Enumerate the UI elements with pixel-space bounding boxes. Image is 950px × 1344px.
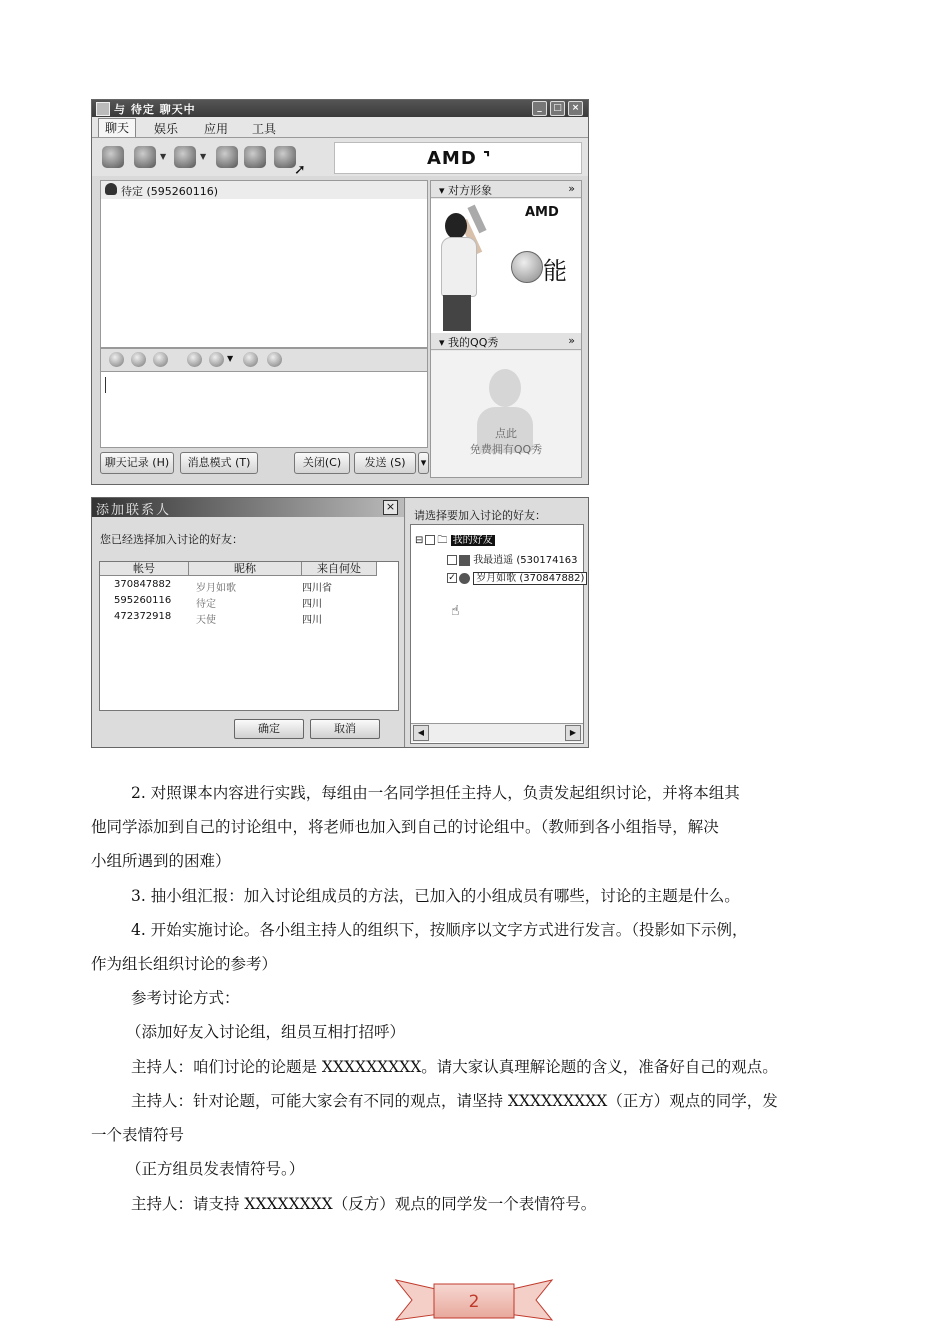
- host-line-1: 主持人：咱们讨论的论题是 XXXXXXXXX。请大家认真理解论题的含义，准备好自己的观点。: [131, 1058, 778, 1076]
- side-panel: [430, 180, 582, 478]
- paragraph-4-line-1: 4. 开始实施讨论。各小组主持人的组织下，按顺序以文字方式进行发言。（投影如下示例，: [131, 921, 748, 939]
- placeholder-head: [489, 369, 521, 407]
- scrawl-icon[interactable]: [267, 352, 282, 367]
- file-transfer-icon[interactable]: [174, 146, 196, 168]
- send-options-button[interactable]: ▾: [418, 452, 429, 474]
- friend-avatar-icon: [459, 573, 470, 584]
- avatar-panel-header[interactable]: [431, 181, 581, 198]
- qqshow-text-1: 点此: [495, 427, 517, 440]
- cancel-button[interactable]: 取消: [310, 719, 380, 739]
- tab-chat[interactable]: 聊天: [98, 118, 136, 137]
- tree-friend-node[interactable]: [447, 551, 578, 566]
- page-number: 2: [468, 1292, 480, 1312]
- host-line-3: 主持人：请支持 XXXXXXXX（反方）观点的同学发一个表情符号。: [131, 1195, 597, 1213]
- location-cell: 四川: [302, 599, 322, 610]
- ad-banner[interactable]: [334, 142, 582, 174]
- close-window-button[interactable]: ×: [568, 101, 583, 116]
- send-button[interactable]: 发送 (S): [354, 452, 416, 474]
- qq-chat-window: [91, 99, 589, 485]
- paragraph-2-line-1: 2. 对照课本内容进行实践，每组由一名同学担任主持人，负责发起组织讨论，并将本组其: [131, 784, 740, 802]
- screenshot-icon[interactable]: [187, 352, 202, 367]
- tab-tools[interactable]: 工具: [252, 122, 277, 136]
- menu-bar: [92, 117, 588, 138]
- picker-title: 请选择要加入讨论的好友：: [414, 509, 546, 522]
- message-input[interactable]: [100, 371, 428, 448]
- font-icon[interactable]: [109, 352, 124, 367]
- paragraph-2-line-3: 小组所遇到的困难）: [91, 852, 231, 870]
- host-line-2a: 主持人：针对论题，可能大家会有不同的观点，请坚持 XXXXXXXXX（正方）观点的同学，发: [131, 1092, 778, 1110]
- table-row[interactable]: [100, 593, 398, 609]
- image-icon[interactable]: [216, 146, 238, 168]
- note-1: （添加好友入讨论组，组员互相打招呼）: [126, 1023, 406, 1041]
- friend-avatar-icon: [459, 555, 470, 566]
- figure-body: [441, 237, 477, 297]
- window-title: 与 待定 聊天中: [114, 103, 196, 116]
- file-dropdown-icon[interactable]: ▼: [200, 152, 207, 161]
- penguin-icon: [102, 611, 112, 621]
- tab-entertainment[interactable]: 娱乐: [154, 122, 179, 136]
- scroll-right-button[interactable]: ▶: [565, 725, 581, 741]
- location-cell: 四川: [302, 615, 322, 626]
- column-account[interactable]: 帐号: [100, 562, 189, 576]
- paragraph-3: 3. 抽小组汇报：加入讨论组成员的方法，已加入的小组成员有哪些，讨论的主题是什么。: [131, 887, 740, 905]
- nickname-cell: 天使: [196, 615, 216, 626]
- tab-apps[interactable]: 应用: [204, 122, 229, 136]
- maximize-button[interactable]: □: [550, 101, 565, 116]
- avatar-brand: AMD: [525, 205, 559, 220]
- hand-cursor-icon: ☝: [451, 603, 460, 619]
- chat-button-row: [100, 452, 430, 476]
- avatar-caption: 能: [543, 257, 567, 285]
- expand-icon: »: [568, 334, 575, 347]
- video-icon[interactable]: [134, 146, 156, 168]
- paragraph-2-line-2: 他同学添加到自己的讨论组中，将老师也加入到自己的讨论组中。（教师到各小组指导，解决: [91, 818, 719, 836]
- contact-name: 待定 (595260116): [121, 185, 219, 198]
- penguin-icon: [102, 595, 112, 605]
- qqshow-text-2: 免费拥有QQ秀: [469, 443, 543, 456]
- picture-icon[interactable]: [209, 352, 224, 367]
- music-icon[interactable]: [243, 352, 258, 367]
- amd-arrow-icon: ⌝: [483, 148, 492, 167]
- voice-icon[interactable]: [102, 146, 124, 168]
- note-2: （正方组员发表情符号。）: [126, 1160, 305, 1178]
- account-cell: 370847882: [114, 579, 172, 590]
- avatar-header-label: ▾ 对方形象: [439, 184, 493, 197]
- magic-emoji-icon[interactable]: [153, 352, 168, 367]
- figure-head: [445, 213, 467, 239]
- tree-friend-node[interactable]: [447, 569, 587, 584]
- video-dropdown-icon[interactable]: ▼: [160, 152, 167, 161]
- folder-icon: 🗀: [437, 535, 448, 546]
- account-cell: 595260116: [114, 595, 172, 606]
- smiley-icon: [511, 251, 543, 283]
- ad-brand: AMD: [427, 148, 477, 169]
- folder-label: 我的好友: [452, 535, 493, 546]
- friend-avatar-image: [431, 199, 581, 333]
- qq-logo-icon: [96, 102, 110, 116]
- horizontal-scrollbar[interactable]: [411, 723, 583, 742]
- nickname-cell: 岁月如歌: [196, 583, 236, 594]
- penguin-icon: [102, 579, 112, 589]
- qqshow-area[interactable]: [431, 351, 581, 477]
- minimize-button[interactable]: _: [532, 101, 547, 116]
- title-bar: [92, 100, 588, 117]
- add-contact-window: [91, 497, 589, 748]
- text-caret: [105, 377, 106, 393]
- friend-checkbox[interactable]: [447, 555, 457, 565]
- message-mode-button[interactable]: 消息模式 (T): [180, 452, 258, 474]
- selected-friends-panel: [92, 498, 405, 747]
- invite-friend-icon[interactable]: [274, 146, 296, 168]
- contact-header: [100, 180, 428, 200]
- friend-tooltip: 岁月如歌 (370847882): [473, 572, 587, 585]
- reference-heading: 参考讨论方式：: [131, 989, 240, 1007]
- dialog-title-bar: [92, 498, 404, 517]
- friend-tree: [410, 524, 584, 744]
- selected-prompt: 您已经选择加入讨论的好友：: [100, 533, 243, 546]
- format-toolbar: [100, 348, 428, 372]
- picture-dropdown-icon[interactable]: ▼: [227, 354, 234, 363]
- close-button[interactable]: 关闭(C): [294, 452, 350, 474]
- friend-picker-panel: [406, 498, 588, 747]
- collapse-icon[interactable]: ⊟: [415, 535, 424, 546]
- selected-list: [99, 561, 399, 711]
- remote-assist-icon[interactable]: [244, 146, 266, 168]
- confirm-button[interactable]: 确定: [234, 719, 304, 739]
- dialog-title: 添加联系人: [96, 503, 172, 518]
- history-button[interactable]: 聊天记录 (H): [100, 452, 174, 474]
- paragraph-4-line-2: 作为组长组织讨论的参考）: [91, 955, 278, 973]
- account-cell: 472372918: [114, 611, 172, 622]
- page-number-ribbon: [394, 1276, 554, 1322]
- scroll-left-button[interactable]: ◀: [413, 725, 429, 741]
- table-row[interactable]: [100, 577, 398, 593]
- tree-folder-node[interactable]: [415, 531, 495, 550]
- figure-legs: [443, 295, 471, 331]
- host-line-2b: 一个表情符号: [91, 1126, 185, 1144]
- table-row[interactable]: [100, 609, 398, 625]
- penguin-icon: [105, 183, 117, 195]
- nickname-cell: 待定: [196, 599, 216, 610]
- qqshow-panel-header[interactable]: [431, 333, 581, 350]
- dialog-close-button[interactable]: ×: [383, 500, 398, 515]
- mouse-cursor-icon: ➚: [294, 162, 306, 178]
- emoji-icon[interactable]: [131, 352, 146, 367]
- expand-icon: »: [568, 182, 575, 195]
- location-cell: 四川省: [302, 583, 332, 594]
- checked-checkbox[interactable]: ✓: [448, 573, 456, 583]
- folder-checkbox[interactable]: [425, 535, 435, 545]
- message-history[interactable]: [100, 199, 428, 348]
- friend-label: 我最逍遥 (530174163: [473, 555, 578, 566]
- column-nickname[interactable]: 昵称: [189, 562, 302, 576]
- column-location[interactable]: 来自何处: [302, 562, 377, 576]
- show-header-label: ▾ 我的QQ秀: [439, 336, 499, 349]
